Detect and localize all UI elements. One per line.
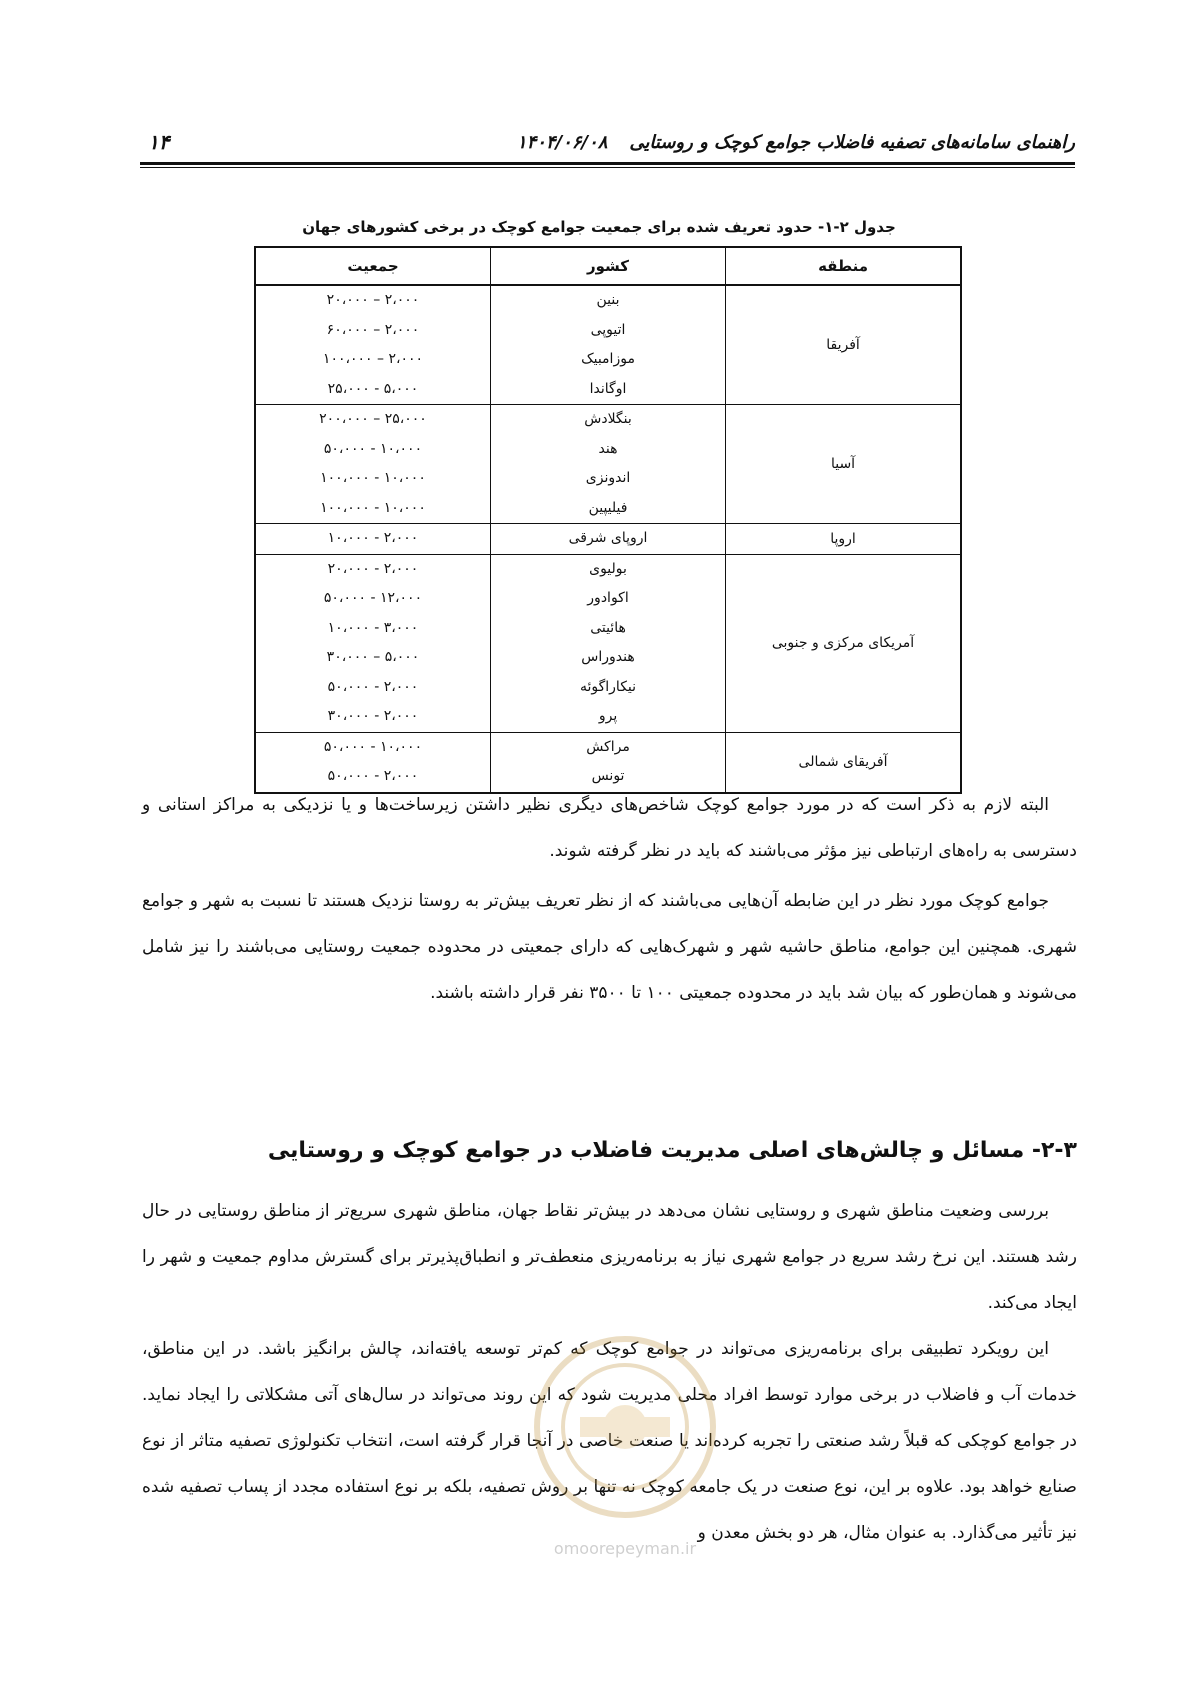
country-cell: پرو: [491, 702, 726, 732]
country-cell: نیکاراگوئه: [491, 673, 726, 703]
header-date: ۱۴۰۴/۰۶/۰۸: [516, 132, 608, 153]
country-cell: بولیوی: [491, 554, 726, 584]
country-cell: هندوراس: [491, 643, 726, 673]
population-cell: ۲،۰۰۰ – ۱۰۰،۰۰۰: [255, 345, 491, 375]
table-row: [255, 285, 961, 316]
country-cell: مراکش: [491, 732, 726, 762]
population-cell: ۲،۰۰۰ - ۵۰،۰۰۰: [255, 673, 491, 703]
country-cell: هند: [491, 435, 726, 465]
population-table: [254, 246, 962, 794]
population-cell: ۵،۰۰۰ - ۲۵،۰۰۰: [255, 375, 491, 405]
table-row: [255, 524, 961, 555]
region-cell: آمریکای مرکزی و جنوبی: [726, 554, 961, 732]
paragraph-1: [142, 782, 1077, 874]
page-header: [140, 128, 1075, 158]
paragraph-4: [142, 1326, 1077, 1556]
paragraph-4-text: این رویکرد تطبیقی برای برنامه‌ریزی می‌تواند در جوامع کوچک که کم‌تر توسعه یافته‌اند، چالش برانگیز باشد. در این مناطق، خدمات آب و فاضلاب در برخی موارد توسط افراد محلی مدیریت شود که این روند می‌تواند در سال‌های آتی مشکلاتی را ایجاد نماید. در جوامع کوچکی که قبلاً رشد صنعتی را تجربه کرده‌اند یا صنعت خاصی در آنجا قرار گرفته است، انتخاب تکنولوژی تصفیه متاثر از نوع صنایع خواهد بود. علاوه بر این، نوع صنعت در یک جامعه کوچک نه تنها بر روش تصفیه، بلکه بر نوع استفاده مجدد از پساب تصفیه شده نیز تأثیر می‌گذارد. به عنوان مثال، هر دو بخش معدن و: [142, 1339, 1077, 1543]
region-cell: آفریقای شمالی: [726, 732, 961, 793]
country-cell: بنین: [491, 285, 726, 316]
population-cell: ۲،۰۰۰ - ۳۰،۰۰۰: [255, 702, 491, 732]
population-cell: ۳،۰۰۰ - ۱۰،۰۰۰: [255, 614, 491, 644]
region-cell: اروپا: [726, 524, 961, 555]
population-cell: ۱۰،۰۰۰ - ۱۰۰،۰۰۰: [255, 494, 491, 524]
watermark-text: omoorepeyman.ir: [553, 1539, 697, 1558]
header-region: منطقه: [726, 247, 961, 285]
population-cell: ۲۵،۰۰۰ – ۲۰۰،۰۰۰: [255, 405, 491, 435]
population-cell: ۲،۰۰۰ - ۱۰،۰۰۰: [255, 524, 491, 555]
table-caption: جدول ۲-۱- حدود تعریف شده برای جمعیت جوامع کوچک در برخی کشورهای جهان: [302, 218, 896, 236]
country-cell: بنگلادش: [491, 405, 726, 435]
table-header-row: [255, 247, 961, 285]
country-cell: فیلیپین: [491, 494, 726, 524]
table-body: [255, 285, 961, 793]
country-cell: اوگاندا: [491, 375, 726, 405]
paragraph-2-text: جوامع کوچک مورد نظر در این ضابطه آن‌هایی می‌باشند که از نظر تعریف بیش‌تر به روستا نزدیک هستند تا نسبت به شهر و جوامع شهری. همچنین این جوامع، مناطق حاشیه شهر و شهرک‌هایی که دارای جمعیتی در محدوده جمعیت روستایی می‌باشند را نیز شامل می‌شوند و همان‌طور که بیان شد باید در محدوده جمعیتی ۱۰۰ تا ۳۵۰۰ نفر قرار داشته باشند.: [142, 891, 1077, 1003]
population-cell: ۱۰،۰۰۰ - ۱۰۰،۰۰۰: [255, 464, 491, 494]
country-cell: اروپای شرقی: [491, 524, 726, 555]
page-number: ۱۴: [148, 130, 170, 154]
table-row: [255, 405, 961, 435]
country-cell: موزامبیک: [491, 345, 726, 375]
population-cell: ۲،۰۰۰ - ۲۰،۰۰۰: [255, 554, 491, 584]
country-cell: اندونزی: [491, 464, 726, 494]
population-cell: ۱۰،۰۰۰ - ۵۰،۰۰۰: [255, 435, 491, 465]
header-title-line: [517, 132, 1075, 153]
paragraph-2: [142, 878, 1077, 1016]
header-population: جمعیت: [255, 247, 491, 285]
table-row: [255, 554, 961, 584]
country-cell: تونس: [491, 762, 726, 793]
population-cell: ۲،۰۰۰ – ۲۰،۰۰۰: [255, 285, 491, 316]
population-cell: ۱۰،۰۰۰ - ۵۰،۰۰۰: [255, 732, 491, 762]
header-title: راهنمای سامانه‌های تصفیه فاضلاب جوامع کوچک و روستایی: [629, 132, 1075, 153]
section-heading: ۲-۳- مسائل و چالش‌های اصلی مدیریت فاضلاب در جوامع کوچک و روستایی: [267, 1138, 1077, 1163]
region-cell: آسیا: [726, 405, 961, 524]
header-rule: [140, 162, 1075, 168]
paragraph-3-text: بررسی وضعیت مناطق شهری و روستایی نشان می‌دهد در بیش‌تر نقاط جهان، مناطق شهری سریع‌تر از مناطق روستایی در حال رشد هستند. این نرخ رشد سریع در جوامع شهری نیاز به برنامه‌ریزی منعطف‌تر و انطباق‌پذیرتر برای گسترش مداوم جمعیت و شهر را ایجاد می‌کند.: [142, 1201, 1077, 1313]
paragraph-3: [142, 1188, 1077, 1326]
country-cell: اتیوپی: [491, 316, 726, 346]
region-cell: آفریقا: [726, 285, 961, 405]
header-country: کشور: [491, 247, 726, 285]
paragraph-1-text: البته لازم به ذکر است که در مورد جوامع کوچک شاخص‌های دیگری نظیر داشتن زیرساخت‌ها و یا نزدیکی به مراکز استانی و دسترسی به راه‌های ارتباطی نیز مؤثر می‌باشند که باید در نظر گرفته شوند.: [142, 795, 1077, 861]
country-cell: هائیتی: [491, 614, 726, 644]
population-cell: ۵،۰۰۰ – ۳۰،۰۰۰: [255, 643, 491, 673]
country-cell: اکوادور: [491, 584, 726, 614]
population-cell: ۲،۰۰۰ - ۵۰،۰۰۰: [255, 762, 491, 793]
table-row: [255, 732, 961, 762]
population-cell: ۲،۰۰۰ – ۶۰،۰۰۰: [255, 316, 491, 346]
population-cell: ۱۲،۰۰۰ - ۵۰،۰۰۰: [255, 584, 491, 614]
